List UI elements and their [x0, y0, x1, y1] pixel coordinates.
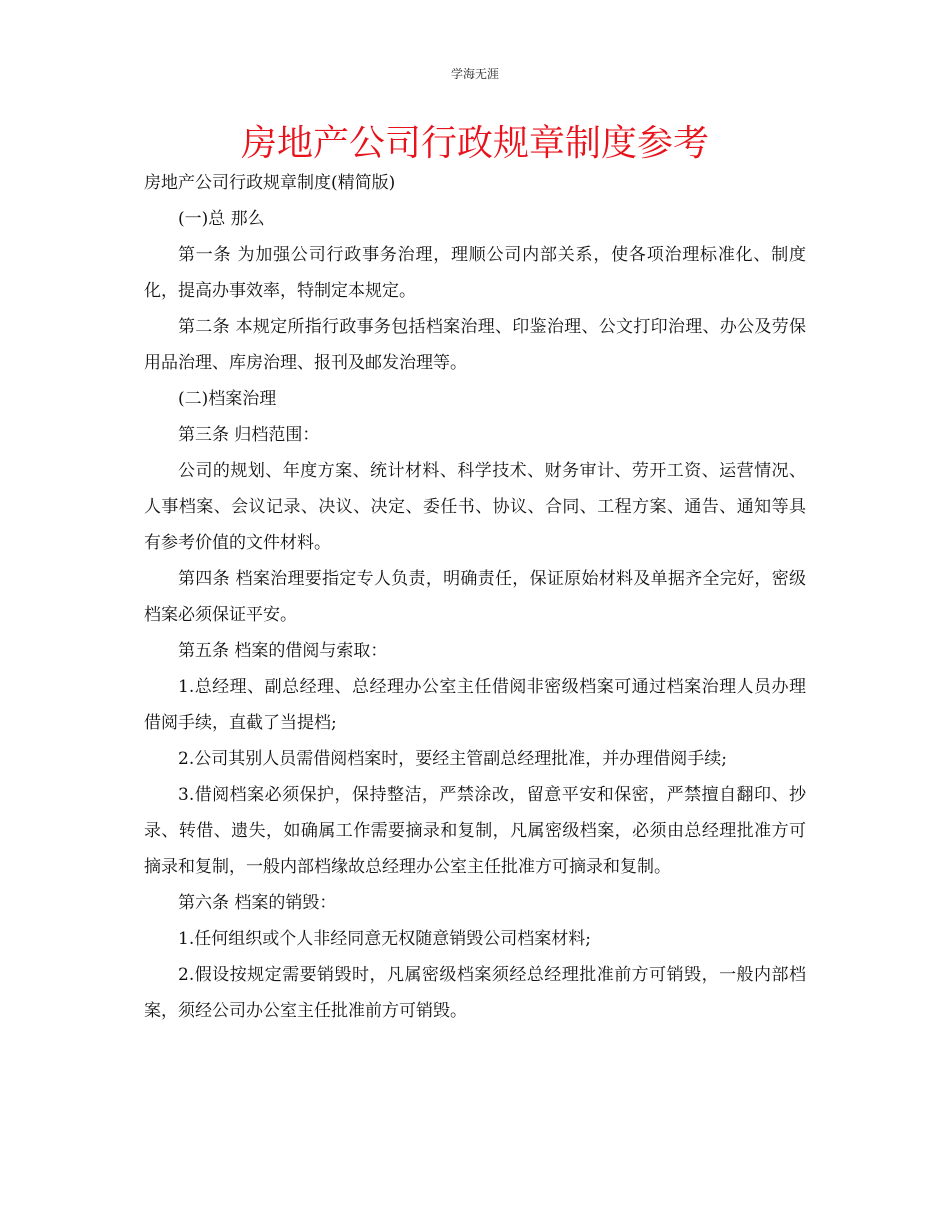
article-6-item-2: 2.假设按规定需要销毁时，凡属密级档案须经总经理批准前方可销毁，一般内部档案，须经公司办公室主任批准前方可销毁。 — [144, 965, 806, 1021]
document-title: 房地产公司行政规章制度参考 — [240, 123, 709, 164]
section-heading-general: (一)总 那么 — [178, 209, 265, 229]
article-4-paragraph: 第四条 档案治理要指定专人负责，明确责任，保证原始材料及单据齐全完好，密级档案必须保证平安。 — [144, 569, 806, 625]
article-5-item-3: 3.借阅档案必须保护，保持整洁，严禁涂改，留意平安和保密，严禁擅自翻印、抄录、转借、遗失，如确属工作需要摘录和复制，凡属密级档案，必须由总经理批准方可摘录和复制，一般内部档缘故总经理办公室主任批准方可摘录和复制。 — [144, 785, 806, 877]
article-1-paragraph: 第一条 为加强公司行政事务治理，理顺公司内部关系，使各项治理标准化、制度化，提高办事效率，特制定本规定。 — [144, 245, 806, 301]
subtitle-paragraph: 房地产公司行政规章制度(精简版) — [144, 173, 396, 193]
article-5-paragraph: 第五条 档案的借阅与索取： — [178, 641, 388, 661]
document-body — [144, 165, 806, 1029]
article-5-item-2: 2.公司其别人员需借阅档案时，要经主管副总经理批准，并办理借阅手续; — [178, 749, 727, 769]
article-6-paragraph: 第六条 档案的销毁： — [178, 893, 337, 913]
page-header: 学海无涯 — [450, 67, 499, 81]
article-3-paragraph: 第三条 归档范围： — [178, 425, 320, 445]
article-6-item-1: 1.任何组织或个人非经同意无权随意销毁公司档案材料; — [178, 929, 591, 949]
section-heading-archives: (二)档案治理 — [178, 389, 277, 409]
article-5-item-1: 1.总经理、副总经理、总经理办公室主任借阅非密级档案可通过档案治理人员办理借阅手续，直截了当提档; — [144, 677, 806, 733]
archive-scope-paragraph: 公司的规划、年度方案、统计材料、科学技术、财务审计、劳开工资、运营情况、人事档案、会议记录、决议、决定、委任书、协议、合同、工程方案、通告、通知等具有参考价值的文件材料。 — [144, 461, 806, 553]
article-2-paragraph: 第二条 本规定所指行政事务包括档案治理、印鉴治理、公文打印治理、办公及劳保用品治理、库房治理、报刊及邮发治理等。 — [144, 317, 806, 373]
